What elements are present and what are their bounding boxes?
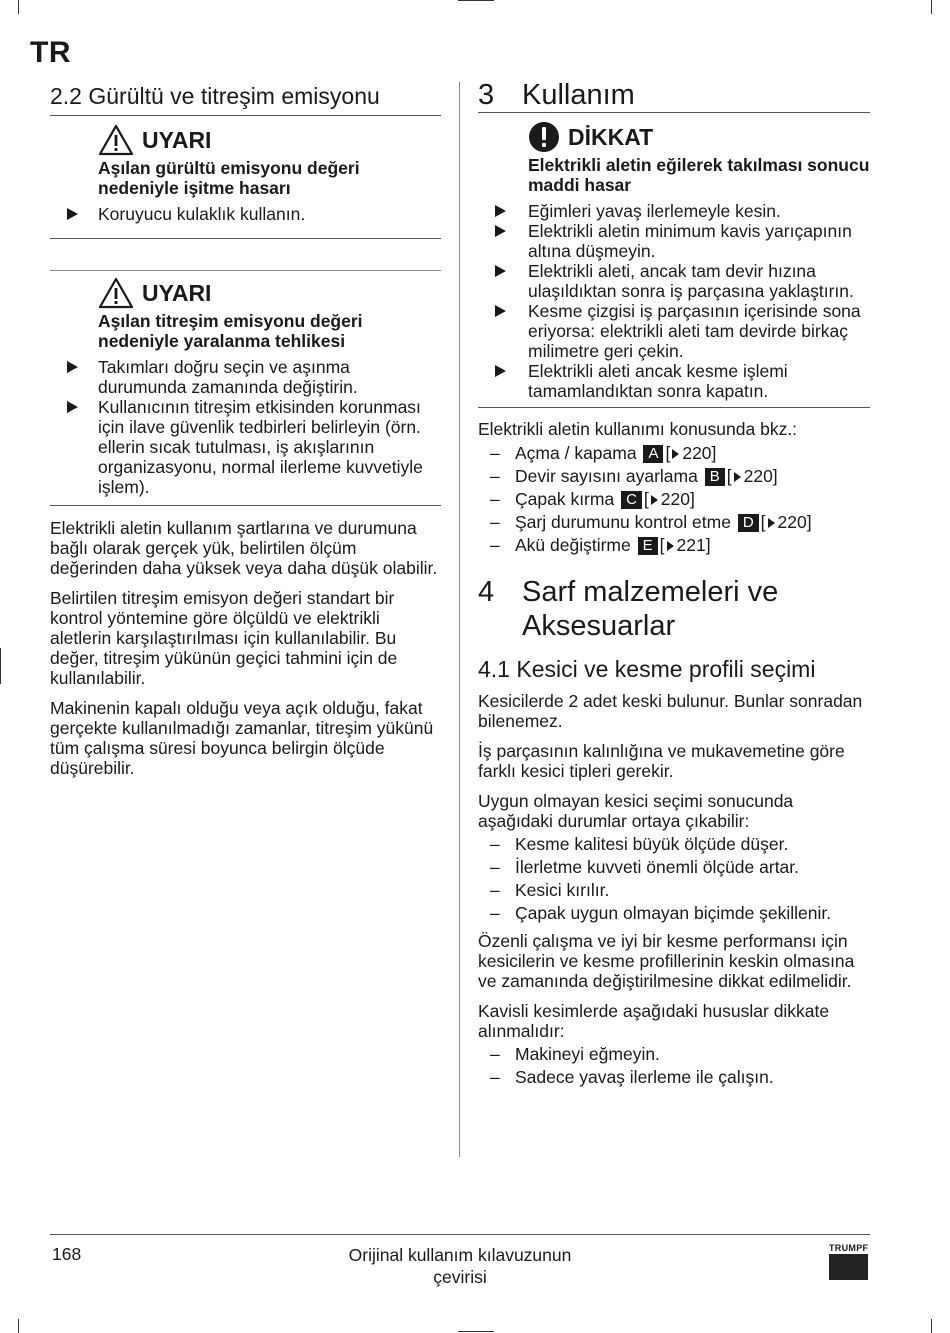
exclamation-circle-icon (528, 121, 560, 153)
page-arrow-icon (734, 472, 741, 482)
left-column (50, 78, 441, 788)
warning-instructions (50, 204, 441, 224)
box-divider (478, 407, 870, 408)
paragraph: Uygun olmayan kesici seçimi sonucunda aşağıdaki durumlar ortaya çıkabilir: (478, 791, 794, 831)
list-item: Elektrikli aleti, ancak tam devir hızına ulaşıldıktan sonra iş parçasına yaklaştırın. (478, 261, 870, 301)
figure-tag: B (705, 468, 725, 486)
column-divider (459, 82, 460, 1157)
caution-subtitle: Elektrikli aletin eğilerek takılması sonucu maddi hasar (528, 155, 870, 195)
section-heading-text: Sarf malzemeleri ve Aksesuarlar (522, 576, 779, 642)
usage-reference-list (478, 443, 870, 555)
page-reference[interactable]: 220] (660, 489, 695, 509)
footer-divider (50, 1234, 870, 1235)
warning-label: UYARI (142, 127, 212, 153)
consequence-list (478, 834, 870, 923)
warning-subtitle: Aşılan titreşim emisyonu değeri nedeniyle yaralanma tehlikesi (98, 311, 363, 351)
page-number: 168 (52, 1244, 82, 1264)
list-item: – Makineyi eğmeyin. (478, 1044, 870, 1064)
caution-instructions (478, 201, 870, 401)
usage-intro: Elektrikli aletin kullanımı konusunda bkz.: (478, 419, 798, 439)
paragraph: Kesicilerde 2 adet keski bulunur. Bunlar sonradan bilenemez. (478, 691, 863, 731)
reference-item[interactable]: – Açma / kapama A [ 220] (478, 443, 870, 463)
warning-triangle-icon (98, 277, 134, 309)
list-item: Kesme çizgisi iş parçasının içerisinde sona eriyorsa: elektrikli aleti tam devirde birkaç milimetre geri çekin. (478, 301, 870, 361)
paragraph: Makinenin kapalı olduğu veya açık olduğu, fakat gerçekte kullanılmadığı zamanlar, titreşim yükünü tüm çalışma süresi boyunca belirgin ölçüde düşürebilir. (50, 698, 434, 778)
page-reference[interactable]: 220] (777, 512, 812, 532)
page-reference[interactable]: 221] (676, 535, 711, 555)
warning-box-noise (50, 116, 441, 239)
reference-item[interactable]: – Şarj durumunu kontrol etme D [ 220] (478, 512, 870, 532)
page-reference[interactable]: 220] (682, 443, 717, 463)
section-number: 4 (478, 576, 495, 608)
list-item: Takımları doğru seçin ve aşınma durumunda zamanında değiştirin. (50, 357, 441, 397)
list-item: – Kesme kalitesi büyük ölçüde düşer. (478, 834, 870, 854)
reference-item[interactable]: – Çapak kırma C [ 220] (478, 489, 870, 509)
paragraph: Elektrikli aletin kullanım şartlarına ve durumuna bağlı olarak gerçek yük, belirtilen ölçüm değerinden daha yüksek veya daha düşük olabilir. (50, 518, 438, 578)
brand-name: TRUMPF (829, 1243, 869, 1253)
section-title-2-2: 2.2 Gürültü ve titreşim emisyonu (50, 81, 441, 116)
box-divider (50, 505, 441, 506)
list-item: Elektrikli aletin minimum kavis yarıçapının altına düşmeyin. (478, 221, 870, 261)
right-column (478, 78, 870, 1095)
section-title-4 (478, 575, 870, 643)
section-title-4-1: 4.1 Kesici ve kesme profili seçimi (478, 656, 816, 682)
crop-mark-bottom-right (931, 1319, 932, 1333)
brand-logo (829, 1243, 869, 1280)
list-item: Koruyucu kulaklık kullanın. (50, 204, 441, 224)
page-arrow-icon (667, 541, 674, 551)
crop-mark-top-right (931, 0, 932, 14)
paragraph: İş parçasının kalınlığına ve mukavemetine göre farklı kesici tipleri gerekir. (478, 741, 845, 781)
figure-tag: E (638, 537, 658, 555)
caution-heading (528, 121, 870, 153)
figure-tag: D (738, 514, 759, 532)
warning-triangle-icon (98, 124, 134, 156)
paragraph: Kavisli kesimlerde aşağıdaki hususlar dikkate alınmalıdır: (478, 1001, 830, 1041)
figure-tag: C (621, 491, 642, 509)
warning-instructions (50, 357, 441, 497)
list-item: Elektrikli aleti ancak kesme işlemi tamamlandıktan sonra kapatın. (478, 361, 870, 401)
section-heading-text: Kullanım (522, 79, 635, 111)
caution-label: DİKKAT (568, 124, 654, 150)
crop-mark-top-left (18, 0, 19, 14)
body-text (50, 518, 441, 778)
caution-box (478, 113, 870, 408)
crop-mark-bottom-left (18, 1319, 19, 1333)
footer-title: Orijinal kullanım kılavuzunun çevirisi (348, 1245, 572, 1287)
warning-heading (98, 124, 441, 156)
list-item: Kullanıcının titreşim etkisinden korunması için ilave güvenlik tedbirleri belirleyin (örn. ellerin sıcak tutulması, iş akışlarının organizasyonu, normal ilerleme kuvvetiyle işlem). (50, 397, 441, 497)
warning-heading (98, 277, 441, 309)
page-arrow-icon (768, 518, 775, 528)
page-reference[interactable]: 220] (743, 466, 778, 486)
box-divider (50, 238, 441, 239)
section-title-3 (478, 78, 870, 113)
warning-box-vibration (50, 270, 441, 506)
crop-mark-top (458, 0, 494, 1)
list-item: – Sadece yavaş ilerleme ile çalışın. (478, 1067, 870, 1087)
warning-label: UYARI (142, 280, 212, 306)
paragraph: Belirtilen titreşim emisyon değeri standart bir kontrol yöntemine göre ölçüldü ve elektrikli aletlerin karşılaştırılması için kullanılabilir. Bu değer, titreşim yükünün geçici tahmini için de kullanılabilir. (50, 588, 398, 688)
reference-item[interactable]: – Akü değiştirme E [ 221] (478, 535, 870, 555)
figure-tag: A (643, 445, 663, 463)
paragraph: Özenli çalışma ve iyi bir kesme performansı için kesicilerin ve kesme profillerinin keskin olmasına ve zamanında değiştirilmesine dikkat edilmelidir. (478, 931, 855, 991)
page-arrow-icon (672, 449, 679, 459)
list-item: – Kesici kırılır. (478, 880, 870, 900)
warning-subtitle: Aşılan gürültü emisyonu değeri nedeniyle işitme hasarı (98, 158, 360, 198)
curved-cut-list (478, 1044, 870, 1087)
page-arrow-icon (651, 495, 658, 505)
section-number: 3 (478, 79, 495, 111)
crop-mark-left (0, 648, 1, 684)
language-code: TR (30, 36, 71, 69)
list-item: – Çapak uygun olmayan biçimde şekillenir. (478, 903, 870, 923)
brand-logo-block (829, 1254, 868, 1280)
list-item: Eğimleri yavaş ilerlemeyle kesin. (478, 201, 870, 221)
crop-mark-bottom (458, 1331, 494, 1332)
reference-item[interactable]: – Devir sayısını ayarlama B [ 220] (478, 466, 870, 486)
list-item: – İlerletme kuvveti önemli ölçüde artar. (478, 857, 870, 877)
